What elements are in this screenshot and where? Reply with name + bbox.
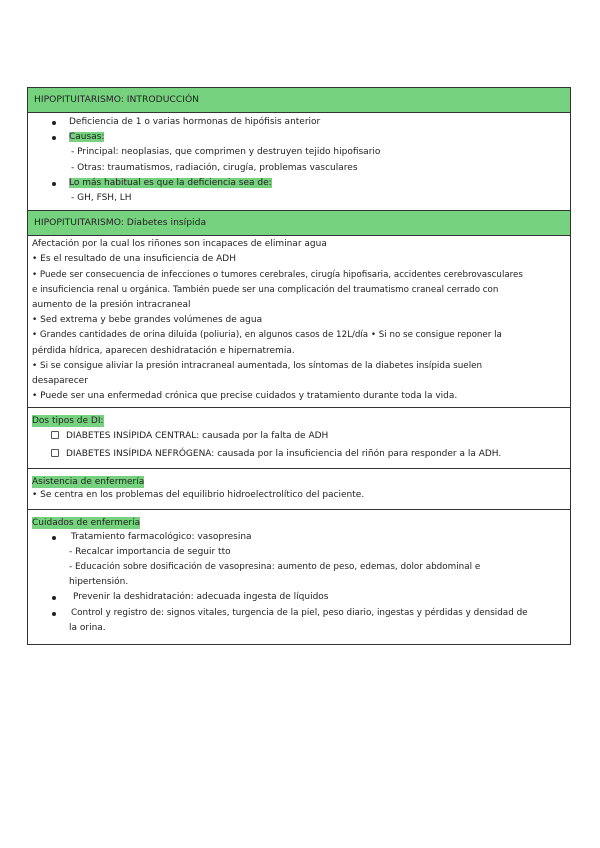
text-line: desaparecer <box>32 376 88 387</box>
diabetes-section <box>27 210 571 408</box>
list-subitem: - Otras: traumatismos, radiación, cirugía, problemas vasculares <box>71 162 358 173</box>
list-subitem: la orina. <box>69 622 106 633</box>
document-page <box>27 87 571 645</box>
checklist-item: DIABETES INSÍPIDA NEFRÓGENA: causada por la insuficiencia del riñón para responder a la ADH. <box>51 445 570 463</box>
intro-list <box>28 115 570 206</box>
list-subitem: - Educación sobre dosificación de vasopresina: aumento de peso, edemas, dolor abdominal e <box>69 562 481 573</box>
tipos-title: Dos tipos de DI: <box>32 416 104 427</box>
text-line: • Puede ser consecuencia de infecciones o tumores cerebrales, cirugía hipofisaria, accidentes cerebrovasculares <box>32 269 523 280</box>
text-line: • Es el resultado de una insuficiencia de ADH <box>32 254 237 265</box>
tipos-section <box>27 408 571 469</box>
cuidados-title: Cuidados de enfermería <box>32 517 141 528</box>
list-subitem: - Recalcar importancia de seguir tto <box>69 546 231 557</box>
list-subitem: - Principal: neoplasias, que comprimen y destruyen tejido hipofisario <box>71 147 381 158</box>
bullet-icon <box>52 121 56 125</box>
text-line: • Grandes cantidades de orina diluida (poliuria), en algunos casos de 12L/día • Si no se consigue reponer la <box>32 330 502 341</box>
bullet-icon <box>52 136 56 140</box>
list-item: Prevenir la deshidratación: adecuada ingesta de líquidos <box>28 590 570 605</box>
asistencia-title: Asistencia de enfermería <box>32 477 145 488</box>
text-line: Afectación por la cual los riñones son incapaces de eliminar agua <box>32 239 327 250</box>
list-subitem: hipertensión. <box>69 577 129 588</box>
list-item: Control y registro de: signos vitales, turgencia de la piel, peso diario, ingestas y pérdidas y densidad de <box>28 606 570 621</box>
intro-section <box>27 87 571 211</box>
list-subitem: - GH, FSH, LH <box>71 193 132 204</box>
checklist-item: DIABETES INSÍPIDA CENTRAL: causada por la falta de ADH <box>51 427 570 445</box>
diabetes-header: HIPOPITUITARISMO: Diabetes insípida <box>28 210 570 236</box>
checkbox[interactable] <box>51 431 59 439</box>
asistencia-section <box>27 469 571 509</box>
diabetes-body <box>28 236 570 407</box>
intro-header: HIPOPITUITARISMO: INTRODUCCIÓN <box>28 88 570 113</box>
checkbox[interactable] <box>51 449 59 457</box>
bullet-icon <box>52 612 56 616</box>
bullet-icon <box>52 536 56 540</box>
list-item: Lo más habitual es que la deficiencia sea de: <box>28 176 570 191</box>
cuidados-list <box>28 530 570 636</box>
text-line: • Si se consigue aliviar la presión intracraneal aumentada, los síntomas de la diabetes insípida suelen <box>32 360 483 371</box>
text-line: e insuficiencia renal u orgánica. También puede ser una complicación del traumatismo craneal cerrado con <box>32 284 499 295</box>
list-item: Deficiencia de 1 o varias hormonas de hipófisis anterior <box>28 115 570 130</box>
text-line: aumento de la presión intracraneal <box>32 300 191 311</box>
list-item: Tratamiento farmacológico: vasopresina <box>28 530 570 545</box>
text-line: pérdida hídrica, aparecen deshidratación e hipernatremia. <box>32 345 295 356</box>
asistencia-text: • Se centra en los problemas del equilibrio hidroelectrolítico del paciente. <box>32 490 365 501</box>
bullet-icon <box>52 596 56 600</box>
list-item: Causas: <box>28 130 570 145</box>
text-line: • Sed extrema y bebe grandes volúmenes de agua <box>32 315 263 326</box>
bullet-icon <box>52 182 56 186</box>
text-line: • Puede ser una enfermedad crónica que precise cuidados y tratamiento durante toda la vida. <box>32 391 458 402</box>
cuidados-section <box>27 510 571 645</box>
